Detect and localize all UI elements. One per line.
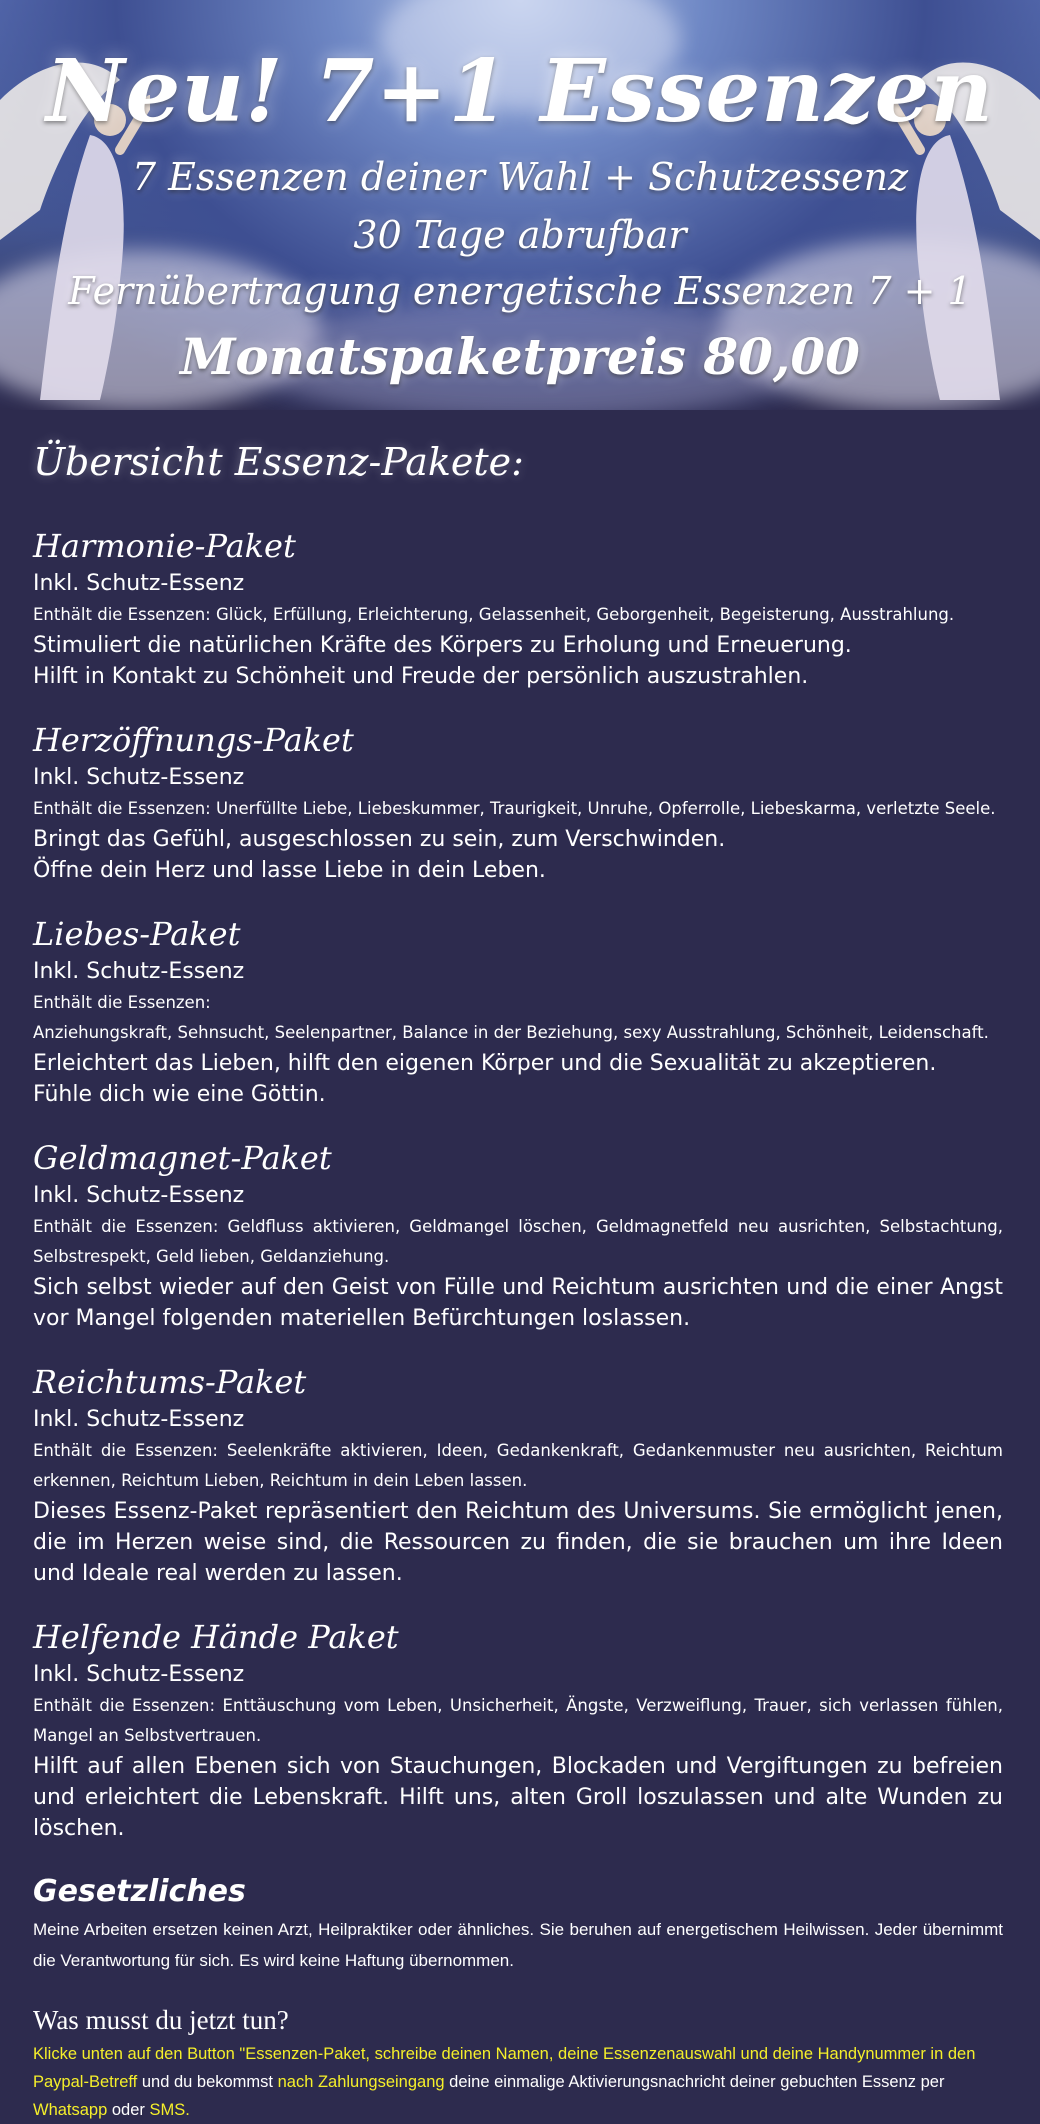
package-contains: Enthält die Essenzen: (33, 993, 211, 1012)
instructions-text-part: deine einmalige Aktivierungsnachricht deiner gebuchten Essenz per (444, 2073, 945, 2091)
package-contains-list: Anziehungskraft, Sehnsucht, Seelenpartner, Balance in der Beziehung, sexy Ausstrahlung, Schönheit, Leidenschaft. (33, 1023, 989, 1042)
instructions-highlight: Klicke unten auf den Button "Essenzen-Paket, schreibe deinen Namen, deine Essenzenauswahl und deine Handynummer in den Paypal-Betreff (33, 2045, 976, 2091)
package-description: Hilft auf allen Ebenen sich von Stauchungen, Blockaden und Vergiftungen zu befreien und erleichtert die Lebenskraft. Hilft uns, alten Groll loszulassen und alte Wunden zu löschen. (33, 1754, 1003, 1841)
hero-banner (0, 0, 1040, 410)
legal-heading: Gesetzliches (33, 1874, 246, 1909)
package-description: Hilft in Kontakt zu Schönheit und Freude der persönlich auszustrahlen. (33, 664, 809, 689)
package-herzoeffnung (33, 718, 1003, 886)
package-incl: Inkl. Schutz-Essenz (33, 571, 245, 596)
package-title: Helfende Hände Paket (33, 1618, 399, 1656)
package-title: Geldmagnet-Paket (33, 1139, 332, 1177)
package-reichtums (33, 1360, 1003, 1589)
hero-transmission: Fernübertragung energetische Essenzen 7 + 1 (68, 269, 972, 313)
instructions-heading: Was musst du jetzt tun? (33, 2005, 289, 2035)
package-liebes (33, 912, 1003, 1110)
package-description: Erleichtert das Lieben, hilft den eigenen Körper und die Sexualität zu akzeptieren. (33, 1051, 937, 1076)
package-contains: Enthält die Essenzen: Seelenkräfte aktivieren, Ideen, Gedankenkraft, Gedankenmuster neu ausrichten, Reichtum erkennen, Reichtum Lieben, Reichtum in dein Leben lassen. (33, 1441, 1003, 1490)
package-description: Sich selbst wieder auf den Geist von Fülle und Reichtum ausrichten und die einer Angst vor Mangel folgenden materiellen Befürchtungen loslassen. (33, 1275, 1003, 1331)
package-geldmagnet (33, 1136, 1003, 1334)
overview-heading: Übersicht Essenz-Pakete: (33, 440, 524, 484)
instructions-highlight: Whatsapp (33, 2101, 108, 2119)
package-overview (33, 440, 1003, 2124)
package-contains: Enthält die Essenzen: Glück, Erfüllung, Erleichterung, Gelassenheit, Geborgenheit, Begeisterung, Ausstrahlung. (33, 605, 955, 624)
package-description: Stimuliert die natürlichen Kräfte des Körpers zu Erholung und Erneuerung. (33, 633, 852, 658)
instructions-highlight: nach Zahlungseingang (277, 2073, 445, 2091)
package-description: Dieses Essenz-Paket repräsentiert den Reichtum des Universums. Sie ermöglicht jenen, die im Herzen weise sind, die Ressourcen zu finden, die sie brauchen um ihre Ideen und Ideale real werden zu lassen. (33, 1499, 1003, 1586)
package-incl: Inkl. Schutz-Essenz (33, 765, 245, 790)
instructions-highlight: SMS. (149, 2101, 190, 2119)
package-incl: Inkl. Schutz-Essenz (33, 1183, 245, 1208)
package-harmonie (33, 524, 1003, 692)
package-description: Fühle dich wie eine Göttin. (33, 1082, 326, 1107)
instructions-text-part: oder (107, 2101, 150, 2119)
package-description: Öffne dein Herz und lasse Liebe in dein Leben. (33, 858, 546, 883)
package-incl: Inkl. Schutz-Essenz (33, 1662, 245, 1687)
package-title: Harmonie-Paket (33, 527, 296, 565)
legal-disclaimer: Meine Arbeiten ersetzen keinen Arzt, Heilpraktiker oder ähnliches. Sie beruhen auf energetischem Heilwissen. Jeder übernimmt die Verantwortung für sich. Es wird keine Haftung übernommen. (33, 1920, 1003, 1970)
package-incl: Inkl. Schutz-Essenz (33, 959, 245, 984)
package-title: Liebes-Paket (33, 915, 241, 953)
package-description: Bringt das Gefühl, ausgeschlossen zu sein, zum Verschwinden. (33, 827, 726, 852)
package-title: Reichtums-Paket (33, 1363, 307, 1401)
hero-price: Monatspaketpreis 80,00 (180, 327, 860, 386)
package-contains: Enthält die Essenzen: Geldfluss aktivieren, Geldmangel löschen, Geldmagnetfeld neu ausrichten, Selbstachtung, Selbstrespekt, Geld lieben, Geldanziehung. (33, 1217, 1003, 1266)
hero-availability: 30 Tage abrufbar (353, 213, 687, 257)
hero-subtitle: 7 Essenzen deiner Wahl + Schutzessenz (131, 155, 909, 199)
package-title: Herzöffnungs-Paket (33, 721, 354, 759)
package-contains: Enthält die Essenzen: Unerfüllte Liebe, Liebeskummer, Traurigkeit, Unruhe, Opferrolle, Liebeskarma, verletzte Seele. (33, 799, 996, 818)
package-incl: Inkl. Schutz-Essenz (33, 1407, 245, 1432)
package-contains: Enthält die Essenzen: Enttäuschung vom Leben, Unsicherheit, Ängste, Verzweiflung, Trauer, sich verlassen fühlen, Mangel an Selbstvertrauen. (33, 1696, 1003, 1745)
instructions-text (33, 2040, 1003, 2124)
package-helfende-haende (33, 1615, 1003, 1844)
instructions-text-part: und du bekommst (137, 2073, 278, 2091)
hero-title: Neu! 7+1 Essenzen (46, 41, 994, 142)
